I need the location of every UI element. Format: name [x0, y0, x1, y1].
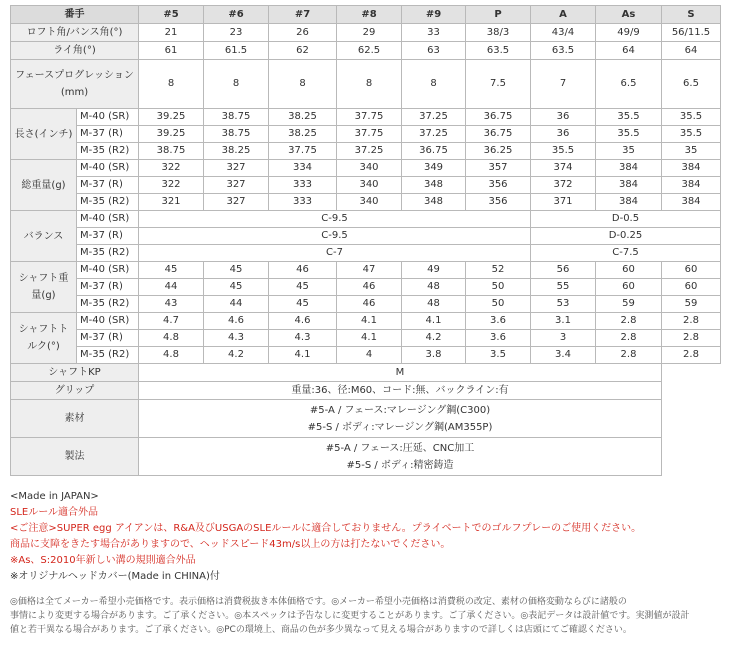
spec-value: 2.8: [662, 330, 721, 347]
spec-value: 371: [531, 194, 596, 211]
shaft-label: M-40 (SR): [77, 109, 139, 126]
club-number: #7: [269, 6, 337, 24]
spec-value: 6.5: [596, 60, 662, 109]
spec-value: 333: [269, 177, 337, 194]
spec-value: 37.25: [402, 109, 466, 126]
spec-value: 46: [337, 296, 402, 313]
spec-value: 340: [337, 177, 402, 194]
spec-value: 6.5: [662, 60, 721, 109]
fine-print: [10, 595, 722, 637]
spec-value: 60: [662, 279, 721, 296]
group-label: シャフト重量(g): [11, 262, 77, 313]
spec-value: 8: [139, 60, 204, 109]
shaft-label: M-40 (SR): [77, 262, 139, 279]
spec-value: 38.25: [269, 126, 337, 143]
spec-value: 4.3: [204, 330, 269, 347]
spec-value: 37.25: [402, 126, 466, 143]
spec-value: 2.8: [662, 313, 721, 330]
spec-value: 59: [662, 296, 721, 313]
spec-value: 63: [402, 42, 466, 60]
spec-value: 374: [531, 160, 596, 177]
spec-value: 43: [139, 296, 204, 313]
spec-value: 3.6: [466, 330, 531, 347]
club-number: #6: [204, 6, 269, 24]
spec-value: 3: [531, 330, 596, 347]
spec-value: 348: [402, 194, 466, 211]
spec-value: 45: [139, 262, 204, 279]
balance-value: C-9.5: [139, 228, 531, 245]
spec-value: 48: [402, 296, 466, 313]
material-value: [139, 400, 662, 438]
spec-table: [10, 5, 721, 476]
spec-value: 356: [466, 194, 531, 211]
fine-print-line: 値と若干異なる場合があります。ご了承ください。◎PCの環境上、商品の色が多少異なって見える場合がありますので詳しくは店頭にてご確認ください。: [10, 625, 632, 635]
group-label: 総重量(g): [11, 160, 77, 211]
spec-value: 35.5: [596, 126, 662, 143]
spec-value: 4.1: [402, 313, 466, 330]
spec-value: 36.75: [402, 143, 466, 160]
kp-value: M: [139, 364, 662, 382]
spec-value: 4.7: [139, 313, 204, 330]
spec-value: 23: [204, 24, 269, 42]
spec-value: 4: [337, 347, 402, 364]
spec-value: 64: [662, 42, 721, 60]
spec-value: 333: [269, 194, 337, 211]
spec-value: 37.75: [337, 109, 402, 126]
spec-value: 26: [269, 24, 337, 42]
spec-value: 52: [466, 262, 531, 279]
spec-value: 35.5: [662, 126, 721, 143]
group-label: 長さ(インチ): [11, 109, 77, 160]
spec-value: 384: [596, 194, 662, 211]
spec-value: 56/11.5: [662, 24, 721, 42]
spec-value: 4.1: [337, 330, 402, 347]
spec-value: 340: [337, 194, 402, 211]
spec-value: 322: [139, 160, 204, 177]
spec-value: 384: [596, 177, 662, 194]
spec-value: 63.5: [466, 42, 531, 60]
spec-value: 3.4: [531, 347, 596, 364]
notes: [10, 489, 725, 585]
spec-value: 63.5: [531, 42, 596, 60]
group-label: バランス: [11, 211, 77, 262]
groove-note: ※As、S:2010年新しい溝の規則適合外品: [10, 555, 196, 566]
spec-value: 7.5: [466, 60, 531, 109]
spec-value: 7: [531, 60, 596, 109]
spec-value: 45: [204, 279, 269, 296]
value-line: #5-S / ボディ:マレージング鋼(AM355P): [307, 421, 493, 433]
spec-value: 38.25: [204, 143, 269, 160]
spec-value: 349: [402, 160, 466, 177]
club-number: P: [466, 6, 531, 24]
spec-value: 384: [662, 177, 721, 194]
spec-value: 8: [337, 60, 402, 109]
shaft-label: M-37 (R): [77, 177, 139, 194]
spec-value: 36: [531, 126, 596, 143]
caution-note: <ご注意>SUPER egg アイアンは、R&A及びUSGAのSLEルールに適合しておりません。プライベートでのゴルフプレーのご使用ください。: [10, 523, 642, 534]
spec-value: 50: [466, 296, 531, 313]
headcover-note: ※オリジナルヘッドカバー(Made in CHINA)付: [10, 571, 220, 582]
sle-note: SLEルール適合外品: [10, 507, 99, 518]
shaft-label: M-40 (SR): [77, 211, 139, 228]
spec-value: 56: [531, 262, 596, 279]
balance-value: D-0.25: [531, 228, 721, 245]
spec-value: 37.75: [269, 143, 337, 160]
spec-value: 46: [337, 279, 402, 296]
spec-value: 48: [402, 279, 466, 296]
shaft-label: M-40 (SR): [77, 313, 139, 330]
spec-value: 4.8: [139, 330, 204, 347]
row-label: ライ角(°): [11, 42, 139, 60]
spec-value: 36: [531, 109, 596, 126]
spec-value: 3.6: [466, 313, 531, 330]
spec-value: 44: [139, 279, 204, 296]
spec-value: 55: [531, 279, 596, 296]
spec-value: 47: [337, 262, 402, 279]
spec-value: 4.2: [402, 330, 466, 347]
spec-value: 60: [596, 279, 662, 296]
spec-value: 45: [269, 279, 337, 296]
value-line: #5-S / ボディ:精密鋳造: [346, 459, 454, 471]
spec-value: 357: [466, 160, 531, 177]
spec-value: 45: [269, 296, 337, 313]
row-label: ロフト角/バンス角(°): [11, 24, 139, 42]
fine-print-line: 事情により変更する場合があります。ご了承ください。◎本スペックは予告なしに変更することがあります。ご了承ください。◎表記データは設計値です。実測値が設計: [10, 611, 690, 621]
spec-value: 61.5: [204, 42, 269, 60]
spec-value: 35.5: [662, 109, 721, 126]
spec-value: 321: [139, 194, 204, 211]
spec-value: 8: [402, 60, 466, 109]
club-number: #9: [402, 6, 466, 24]
spec-value: 59: [596, 296, 662, 313]
shaft-label: M-40 (SR): [77, 160, 139, 177]
grip-value: 重量:36、径:M60、コード:無、バックライン:有: [139, 382, 662, 400]
method-value: [139, 438, 662, 476]
club-number: #5: [139, 6, 204, 24]
spec-value: 4.6: [269, 313, 337, 330]
spec-value: 2.8: [596, 330, 662, 347]
spec-value: 4.6: [204, 313, 269, 330]
spec-value: 21: [139, 24, 204, 42]
spec-value: 36.25: [466, 143, 531, 160]
shaft-label: M-37 (R): [77, 126, 139, 143]
spec-value: 4.1: [337, 313, 402, 330]
spec-value: 61: [139, 42, 204, 60]
balance-value: C-7: [139, 245, 531, 262]
spec-value: 4.1: [269, 347, 337, 364]
spec-value: 38.75: [139, 143, 204, 160]
spec-value: 3.5: [466, 347, 531, 364]
spec-value: 46: [269, 262, 337, 279]
spec-value: 334: [269, 160, 337, 177]
club-number: #8: [337, 6, 402, 24]
spec-value: 53: [531, 296, 596, 313]
spec-value: 64: [596, 42, 662, 60]
balance-value: C-7.5: [531, 245, 721, 262]
value-line: #5-A / フェース:マレージング鋼(C300): [309, 404, 491, 416]
spec-value: 2.8: [662, 347, 721, 364]
spec-value: 43/4: [531, 24, 596, 42]
spec-value: 35: [596, 143, 662, 160]
spec-value: 37.75: [337, 126, 402, 143]
spec-value: 35.5: [531, 143, 596, 160]
spec-value: 356: [466, 177, 531, 194]
balance-value: C-9.5: [139, 211, 531, 228]
spec-value: 340: [337, 160, 402, 177]
row-label: シャフトKP: [11, 364, 139, 382]
spec-value: 4.3: [269, 330, 337, 347]
spec-value: 35: [662, 143, 721, 160]
shaft-label: M-35 (R2): [77, 143, 139, 160]
row-label: 素材: [11, 400, 139, 438]
spec-value: 35.5: [596, 109, 662, 126]
spec-value: 29: [337, 24, 402, 42]
spec-value: 49/9: [596, 24, 662, 42]
spec-value: 8: [269, 60, 337, 109]
spec-value: 38.75: [204, 126, 269, 143]
spec-value: 33: [402, 24, 466, 42]
spec-value: 384: [596, 160, 662, 177]
value-line: #5-A / フェース:圧延、CNC加工: [325, 442, 475, 454]
spec-value: 2.8: [596, 313, 662, 330]
group-label: シャフトトルク(°): [11, 313, 77, 364]
spec-value: 372: [531, 177, 596, 194]
spec-value: 50: [466, 279, 531, 296]
spec-value: 37.25: [337, 143, 402, 160]
spec-value: 44: [204, 296, 269, 313]
headspeed-note: 商品に支障をきたす場合がありますので、ヘッドスピード43m/s以上の方は打たないでください。: [10, 539, 451, 550]
spec-value: 2.8: [596, 347, 662, 364]
made-in-note: <Made in JAPAN>: [10, 491, 99, 502]
shaft-label: M-35 (R2): [77, 245, 139, 262]
spec-value: 384: [662, 194, 721, 211]
spec-value: 3.1: [531, 313, 596, 330]
shaft-label: M-37 (R): [77, 279, 139, 296]
club-number: As: [596, 6, 662, 24]
shaft-label: M-37 (R): [77, 330, 139, 347]
spec-value: 327: [204, 194, 269, 211]
club-number: A: [531, 6, 596, 24]
shaft-label: M-37 (R): [77, 228, 139, 245]
spec-value: 384: [662, 160, 721, 177]
spec-value: 36.75: [466, 126, 531, 143]
row-label: 製法: [11, 438, 139, 476]
spec-value: 8: [204, 60, 269, 109]
spec-value: 348: [402, 177, 466, 194]
spec-value: 62.5: [337, 42, 402, 60]
spec-value: 38.25: [269, 109, 337, 126]
spec-value: 39.25: [139, 109, 204, 126]
spec-value: 49: [402, 262, 466, 279]
spec-value: 4.8: [139, 347, 204, 364]
row-label: フェースプログレッション(mm): [11, 60, 139, 109]
spec-value: 62: [269, 42, 337, 60]
spec-value: 3.8: [402, 347, 466, 364]
spec-value: 4.2: [204, 347, 269, 364]
spec-value: 327: [204, 160, 269, 177]
spec-value: 327: [204, 177, 269, 194]
shaft-label: M-35 (R2): [77, 347, 139, 364]
shaft-label: M-35 (R2): [77, 296, 139, 313]
header-label: 番手: [11, 6, 139, 24]
fine-print-line: ◎価格は全てメーカー希望小売価格です。表示価格は消費税抜き本体価格です。◎メーカー希望小売価格は消費税の改定、素材の価格変動ならびに諸般の: [10, 597, 627, 607]
spec-value: 36.75: [466, 109, 531, 126]
spec-value: 45: [204, 262, 269, 279]
spec-value: 60: [596, 262, 662, 279]
spec-value: 39.25: [139, 126, 204, 143]
shaft-label: M-35 (R2): [77, 194, 139, 211]
spec-value: 322: [139, 177, 204, 194]
row-label: グリップ: [11, 382, 139, 400]
spec-value: 60: [662, 262, 721, 279]
spec-value: 38/3: [466, 24, 531, 42]
balance-value: D-0.5: [531, 211, 721, 228]
spec-value: 38.75: [204, 109, 269, 126]
club-number: S: [662, 6, 721, 24]
